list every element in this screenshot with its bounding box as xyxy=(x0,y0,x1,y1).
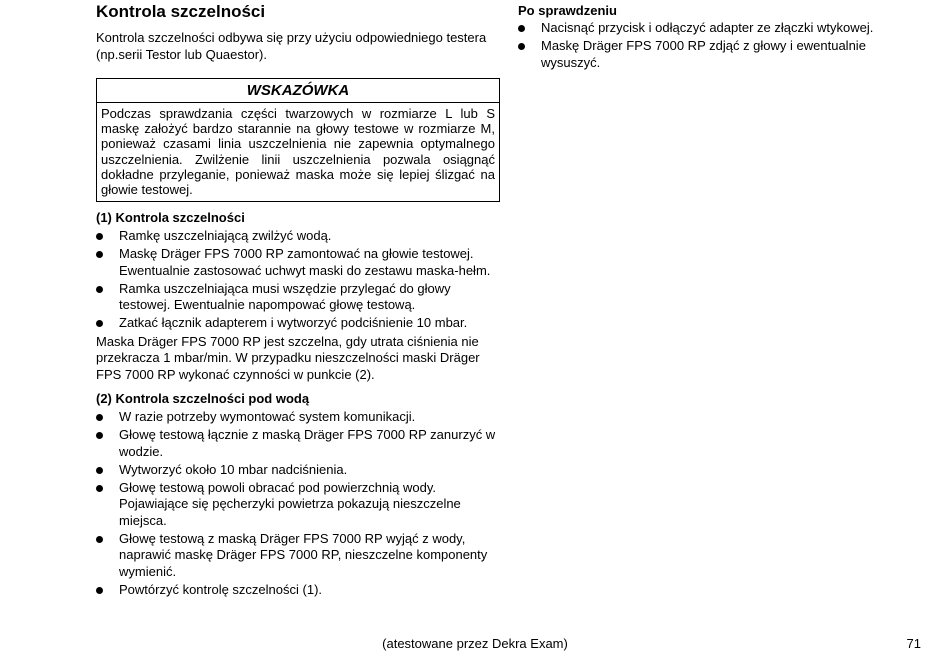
list-item-text: Wytworzyć około 10 mbar nadciśnienia. xyxy=(119,461,348,477)
list-item xyxy=(96,531,500,581)
list-item-text: Nacisnąć przycisk i odłączyć adapter ze złączki wtykowej. xyxy=(541,20,874,35)
note-box xyxy=(96,78,500,202)
after-check-heading: Po sprawdzeniu xyxy=(518,3,617,18)
section2-heading: (2) Kontrola szczelności pod wodą xyxy=(96,391,310,407)
list-item xyxy=(518,20,898,37)
list-item xyxy=(96,582,500,599)
note-heading: WSKAZÓWKA xyxy=(97,79,499,103)
list-item-text: W razie potrzeby wymontować system komunikacji. xyxy=(119,409,416,425)
bullet-icon xyxy=(96,536,103,543)
list-item-text: Ramka uszczelniająca musi wszędzie przylegać do głowy testowej. Ewentualnie napompować głowę testową. xyxy=(119,280,451,313)
list-item-text: Powtórzyć kontrolę szczelności (1). xyxy=(119,581,323,597)
list-item-text: Głowę testową łącznie z maską Dräger FPS 7000 RP zanurzyć w wodzie. xyxy=(119,427,496,459)
bullet-icon xyxy=(518,43,525,50)
bullet-icon xyxy=(518,25,525,32)
list-item xyxy=(96,228,500,245)
page-title: Kontrola szczelności xyxy=(96,2,266,21)
list-item xyxy=(96,315,500,332)
bullet-icon xyxy=(96,432,103,439)
list-item-text: Ramkę uszczelniającą zwilżyć wodą. xyxy=(119,228,332,244)
bullet-icon xyxy=(96,587,103,594)
list-item xyxy=(96,409,500,426)
after-check-list xyxy=(518,20,898,71)
intro-paragraph: Kontrola szczelności odbywa się przy użyciu odpowiedniego testera (np.serii Testor lub Quaestor). xyxy=(96,30,487,62)
list-item-text: Głowę testową powoli obracać pod powierzchnią wody. Pojawiające się pęcherzyki powietrza pokazują nieszczelne miejsca. xyxy=(119,479,461,528)
bullet-icon xyxy=(96,485,103,492)
list-item-text: Zatkać łącznik adapterem i wytworzyć podciśnienie 10 mbar. xyxy=(119,315,468,331)
right-column xyxy=(518,2,898,73)
footer-certification: (atestowane przez Dekra Exam) xyxy=(382,636,568,651)
page-number: 71 xyxy=(906,636,921,651)
section1-list xyxy=(96,228,500,332)
list-item xyxy=(96,427,500,460)
list-item xyxy=(518,38,898,71)
note-body: Podczas sprawdzania części twarzowych w rozmiarze L lub S maskę założyć bardzo starannie na głowy testowe w rozmiarze M, ponieważ czasami linia uszczelnienia nie zapewnia optymalnego uszczelnienia. Zwilżenie linii uszczelnienia pozwala osiągnąć dokładne przyleganie, ponieważ maska może się lepiej ślizgać na głowie testowej. xyxy=(101,106,495,198)
bullet-icon xyxy=(96,251,103,258)
list-item xyxy=(96,480,500,530)
list-item-text: Maskę Dräger FPS 7000 RP zdjąć z głowy i ewentualnie wysuszyć. xyxy=(541,38,866,70)
left-column xyxy=(96,2,500,600)
bullet-icon xyxy=(96,320,103,327)
bullet-icon xyxy=(96,286,103,293)
list-item xyxy=(96,281,500,314)
bullet-icon xyxy=(96,414,103,421)
section2-list xyxy=(96,409,500,598)
bullet-icon xyxy=(96,467,103,474)
list-item-text: Maskę Dräger FPS 7000 RP zamontować na głowie testowej. Ewentualnie zastosować uchwyt maski do zestawu maska-hełm. xyxy=(119,246,491,278)
bullet-icon xyxy=(96,233,103,240)
list-item-text: Głowę testową z maską Dräger FPS 7000 RP wyjąć z wody, naprawić maskę Dräger FPS 7000 RP, nieszczelne komponenty wymienić. xyxy=(119,530,488,579)
section1-heading: (1) Kontrola szczelności xyxy=(96,210,245,226)
list-item xyxy=(96,462,500,479)
section1-result-paragraph: Maska Dräger FPS 7000 RP jest szczelna, gdy utrata ciśnienia nie przekracza 1 mbar/min. W przypadku nieszczelności maski Dräger FPS 7000 RP wykonać czynności w punkcie (2). xyxy=(96,333,480,382)
list-item xyxy=(96,246,500,279)
